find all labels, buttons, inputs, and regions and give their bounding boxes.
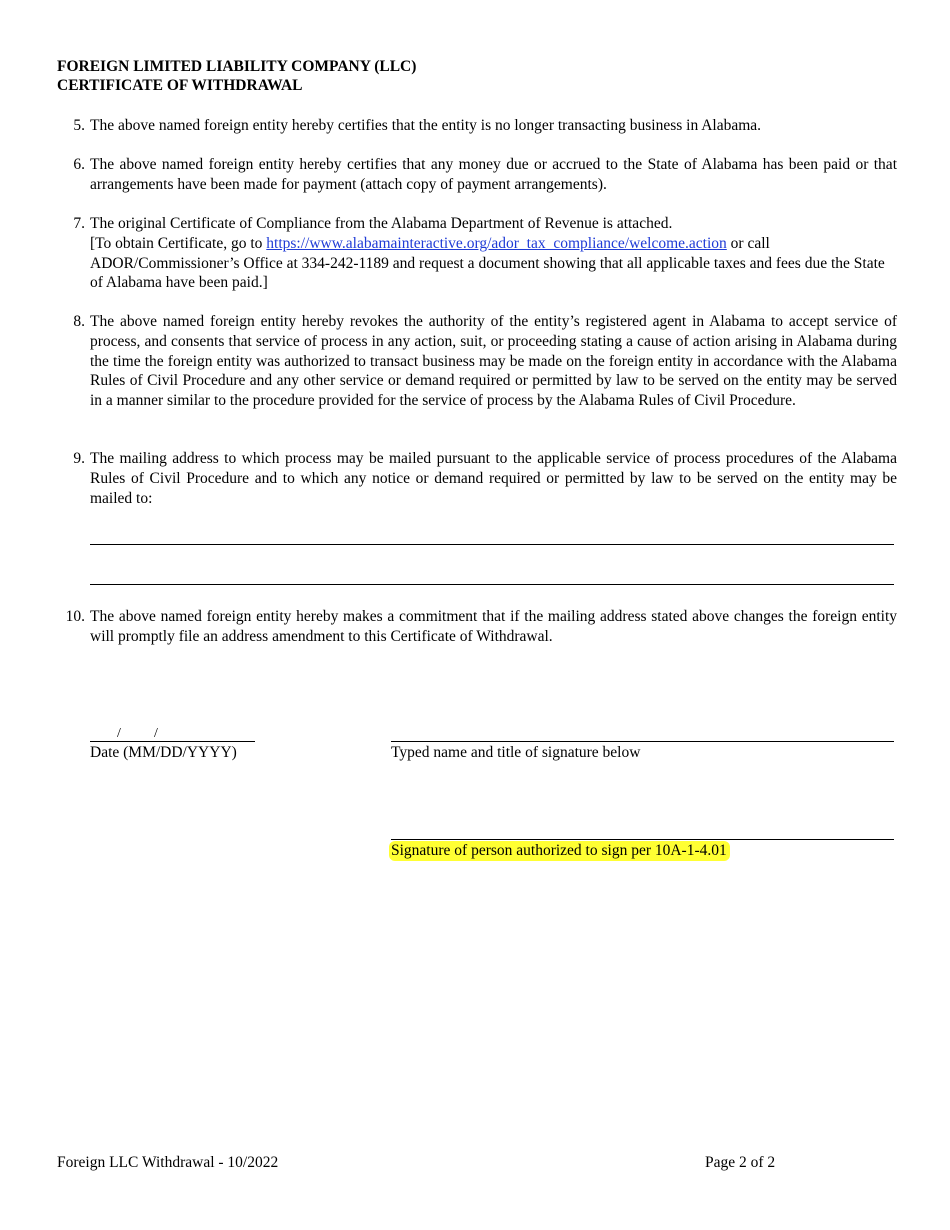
item-text: The above named foreign entity hereby certifies that the entity is no longer transacting business in Alabama. — [90, 117, 762, 134]
instructions-prefix: [To obtain Certificate, go to — [90, 234, 267, 252]
footer-page-number: Page 2 of 2 — [705, 1154, 776, 1171]
mailing-address-line-1[interactable] — [90, 544, 894, 545]
item-number: 10. — [65, 608, 85, 625]
footer-form-id: Foreign LLC Withdrawal - 10/2022 — [57, 1154, 279, 1171]
item-text: The original Certificate of Compliance from the Alabama Department of Revenue is attached. — [90, 215, 673, 232]
signature-label-wrap — [391, 842, 730, 860]
item-9 — [57, 449, 897, 508]
item-text: The above named foreign entity hereby certifies that any money due or accrued to the State of Alabama has been paid or that arrangements have been made for payment (attach copy of payment arrangements). — [90, 156, 897, 193]
date-input-line[interactable] — [90, 727, 255, 742]
date-field-block — [90, 727, 255, 762]
item-7 — [57, 214, 897, 293]
signature-line[interactable] — [391, 839, 894, 840]
instructions-suffix: or call ADOR/Commissioner’s Office at 334-242-1189 and request a document showing that all applicable taxes and fees due the State of Alabama have been paid.] — [90, 234, 885, 292]
item-text: The above named foreign entity hereby revokes the authority of the entity’s registered agent in Alabama to accept service of process, and consents that service of process in any action, suit, or proceeding stating a cause of action arising in Alabama during the time the foreign entity was authorized to transact business may be made on the foreign entity in accordance with the Alabama Rules of Civil Procedure and any other service or demand required or permitted by law to be served on the entity may be served in a manner similar to the procedure provided for the service of process by the Alabama Rules of Civil Procedure. — [90, 313, 897, 410]
typed-name-label: Typed name and title of signature below — [391, 744, 641, 761]
item-text-instructions — [90, 234, 897, 293]
date-slash-1: / — [117, 726, 121, 741]
item-number: 5. — [73, 117, 85, 134]
ador-compliance-link[interactable]: https://www.alabamainteractive.org/ador_tax_compliance/welcome.action — [266, 234, 727, 252]
item-10 — [57, 607, 897, 647]
item-number: 8. — [73, 313, 85, 330]
item-text: The above named foreign entity hereby makes a commitment that if the mailing address stated above changes the foreign entity will promptly file an address amendment to this Certificate of Withdrawal. — [90, 608, 897, 645]
mailing-address-line-2[interactable] — [90, 584, 894, 585]
date-label: Date (MM/DD/YYYY) — [90, 744, 237, 761]
item-text: The mailing address to which process may be mailed pursuant to the applicable service of process procedures of the Alabama Rules of Civil Procedure and to which any notice or demand required or permitted by law to be served on the entity may be mailed to: — [90, 450, 897, 507]
signature-label: Signature of person authorized to sign per 10A-1-4.01 — [389, 841, 730, 861]
item-number: 7. — [73, 215, 85, 232]
item-number: 6. — [73, 156, 85, 173]
form-title-line2: CERTIFICATE OF WITHDRAWAL — [57, 77, 303, 94]
item-number: 9. — [73, 450, 85, 467]
form-title-line1: FOREIGN LIMITED LIABILITY COMPANY (LLC) — [57, 58, 417, 75]
item-6 — [57, 155, 897, 195]
date-slash-2: / — [154, 726, 158, 741]
form-title — [57, 57, 416, 95]
typed-name-line[interactable] — [391, 741, 894, 742]
item-5 — [57, 116, 897, 136]
item-8 — [57, 312, 897, 411]
